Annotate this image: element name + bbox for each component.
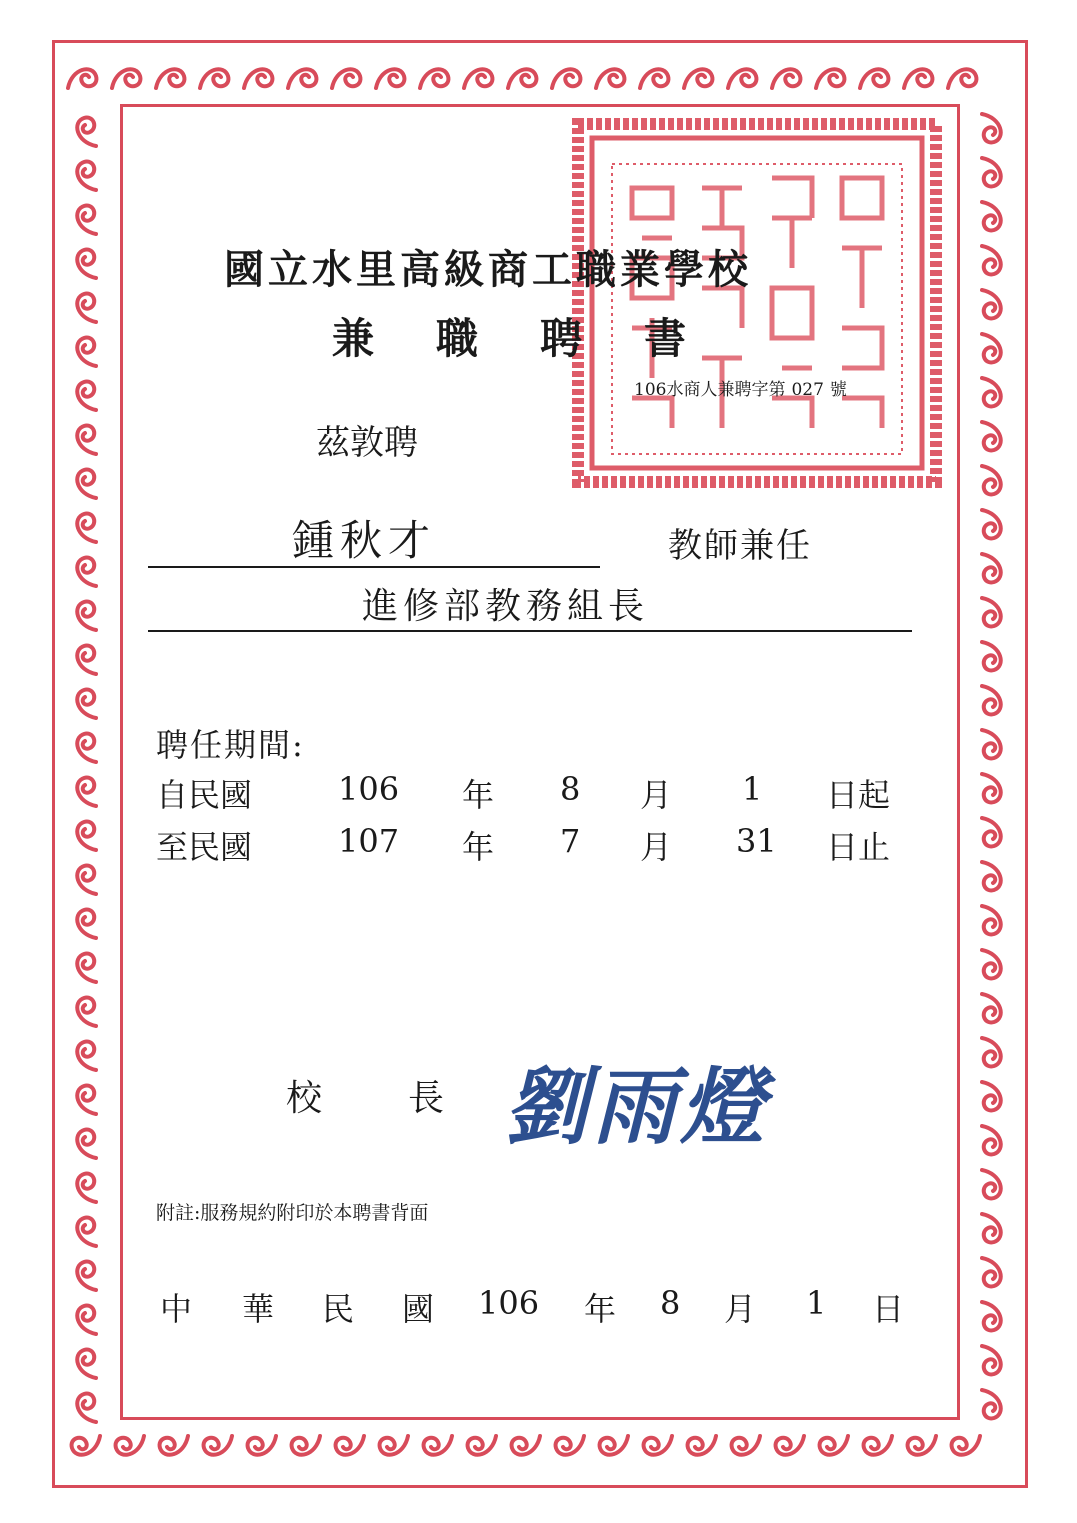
issue-year-unit: 年 (584, 1290, 617, 1328)
border-curl-ornament (684, 69, 712, 88)
position-title: 進修部教務組長 (362, 586, 650, 627)
border-curl-ornament (982, 334, 1001, 362)
border-curl-ornament (424, 1436, 452, 1455)
document-number (634, 375, 853, 400)
border-curl-ornament (77, 954, 96, 982)
position-underline (148, 630, 912, 632)
border-curl-ornament (982, 598, 1001, 626)
principal-char: 長 (408, 1078, 445, 1119)
start-month-unit: 月 (640, 776, 673, 814)
border-curl-ornament (982, 950, 1001, 978)
end-month-unit: 月 (640, 828, 673, 866)
border-curl-ornament (982, 1302, 1001, 1330)
border-curl-ornament (982, 1346, 1001, 1374)
signature-text: 劉雨燈 (504, 1057, 769, 1156)
end-month: 7 (560, 822, 581, 860)
doc-number-suffix: 號 (829, 380, 847, 400)
border-curl-ornament (77, 294, 96, 322)
border-curl-ornament (728, 69, 756, 88)
border-curl-ornament (644, 1436, 672, 1455)
end-year-unit: 年 (462, 828, 495, 866)
border-curl-ornament (556, 1436, 584, 1455)
border-curl-ornament (982, 1390, 1001, 1418)
border-curl-ornament (952, 1436, 980, 1455)
period-label: 聘任期間: (156, 726, 305, 764)
border-curl-ornament (982, 686, 1001, 714)
border-curl-ornament (776, 1436, 804, 1455)
border-curl-ornament (982, 774, 1001, 802)
issue-month-unit: 月 (724, 1290, 757, 1328)
border-curl-ornament (982, 422, 1001, 450)
border-curl-ornament (77, 1218, 96, 1246)
border-curl-ornament (160, 1436, 188, 1455)
border-curl-ornament (508, 69, 536, 88)
era-char: 中 (160, 1290, 193, 1328)
border-curl-ornament (77, 162, 96, 190)
border-curl-ornament (77, 470, 96, 498)
title-char: 兼 (332, 314, 375, 363)
border-curl-ornament (77, 1174, 96, 1202)
border-curl-ornament (982, 994, 1001, 1022)
border-curl-ornament (244, 69, 272, 88)
border-curl-ornament (77, 1350, 96, 1378)
era-char: 民 (322, 1290, 355, 1328)
title-char: 書 (644, 314, 687, 363)
border-curl-ornament (948, 69, 976, 88)
border-curl-ornament (77, 514, 96, 542)
border-curl-ornament (468, 1436, 496, 1455)
border-curl-ornament (77, 1130, 96, 1158)
issue-day-unit: 日 (872, 1290, 905, 1328)
appointee-name: 鍾秋才 (292, 516, 437, 565)
hereby-appoint-text: 茲敦聘 (316, 423, 418, 463)
border-curl-ornament (156, 69, 184, 88)
border-curl-ornament (982, 202, 1001, 230)
border-curl-ornament (982, 730, 1001, 758)
border-curl-ornament (982, 818, 1001, 846)
border-curl-ornament (77, 646, 96, 674)
border-curl-ornament (248, 1436, 276, 1455)
border-curl-ornament (332, 69, 360, 88)
border-curl-ornament (77, 998, 96, 1026)
border-curl-ornament (68, 69, 96, 88)
issue-year: 106 (478, 1284, 540, 1322)
border-curl-ornament (982, 466, 1001, 494)
border-curl-ornament (77, 1086, 96, 1114)
border-curl-ornament (72, 1436, 100, 1455)
issue-month: 8 (660, 1284, 681, 1322)
border-curl-ornament (77, 910, 96, 938)
border-curl-ornament (820, 1436, 848, 1455)
era-char: 國 (402, 1290, 435, 1328)
border-curl-ornament (688, 1436, 716, 1455)
border-curl-ornament (77, 866, 96, 894)
footnote: 附註:服務規約附印於本聘書背面 (156, 1202, 429, 1224)
issue-date (160, 1284, 920, 1328)
end-prefix: 至民國 (156, 828, 253, 866)
end-suffix: 日止 (826, 828, 891, 866)
border-curl-ornament (982, 114, 1001, 142)
border-curl-ornament (982, 642, 1001, 670)
border-curl-ornament (77, 1262, 96, 1290)
border-curl-ornament (982, 1082, 1001, 1110)
appointee-underline (148, 566, 600, 568)
title-char: 職 (436, 314, 479, 363)
title-char: 聘 (540, 314, 583, 363)
border-curl-ornament (77, 602, 96, 630)
border-curl-ornament (116, 1436, 144, 1455)
border-curl-ornament (77, 338, 96, 366)
border-curl-ornament (77, 778, 96, 806)
border-curl-ornament (864, 1436, 892, 1455)
border-curl-ornament (77, 382, 96, 410)
period-end-row (156, 822, 916, 866)
official-seal-stamp (572, 118, 942, 488)
border-curl-ornament (816, 69, 844, 88)
border-curl-ornament (77, 734, 96, 762)
school-name: 國立水里高級商工職業學校 (224, 246, 752, 293)
border-curl-ornament (77, 250, 96, 278)
border-curl-ornament (860, 69, 888, 88)
border-curl-ornament (288, 69, 316, 88)
border-curl-ornament (77, 1394, 96, 1422)
period-start-row (156, 770, 916, 814)
doc-number-prefix: 106水商人兼聘字第 (634, 380, 786, 400)
border-curl-ornament (77, 206, 96, 234)
border-curl-ornament (77, 690, 96, 718)
border-curl-ornament (204, 1436, 232, 1455)
border-curl-ornament (464, 69, 492, 88)
border-curl-ornament (904, 69, 932, 88)
end-day: 31 (736, 822, 777, 860)
border-curl-ornament (77, 822, 96, 850)
document-title (332, 306, 686, 366)
border-curl-ornament (982, 1214, 1001, 1242)
role-prefix: 教師兼任 (668, 526, 812, 566)
border-curl-ornament (77, 118, 96, 146)
border-curl-ornament (77, 426, 96, 454)
border-curl-ornament (640, 69, 668, 88)
border-curl-ornament (982, 1038, 1001, 1066)
border-curl-ornament (982, 290, 1001, 318)
issue-day: 1 (806, 1284, 827, 1322)
border-curl-ornament (336, 1436, 364, 1455)
principal-char: 校 (286, 1078, 323, 1119)
start-suffix: 日起 (826, 776, 891, 814)
border-curl-ornament (600, 1436, 628, 1455)
border-curl-ornament (596, 69, 624, 88)
border-curl-ornament (552, 69, 580, 88)
border-curl-ornament (982, 378, 1001, 406)
start-prefix: 自民國 (156, 776, 253, 814)
border-curl-ornament (292, 1436, 320, 1455)
border-curl-ornament (512, 1436, 540, 1455)
border-curl-ornament (982, 906, 1001, 934)
border-curl-ornament (982, 246, 1001, 274)
start-year: 106 (338, 770, 400, 808)
start-day: 1 (742, 770, 763, 808)
border-curl-ornament (908, 1436, 936, 1455)
border-curl-ornament (380, 1436, 408, 1455)
border-curl-ornament (77, 1306, 96, 1334)
border-curl-ornament (982, 1170, 1001, 1198)
border-curl-ornament (77, 1042, 96, 1070)
border-curl-ornament (112, 69, 140, 88)
doc-number-value: 027 (791, 380, 824, 400)
start-year-unit: 年 (462, 776, 495, 814)
border-curl-ornament (982, 554, 1001, 582)
border-curl-ornament (420, 69, 448, 88)
border-curl-ornament (982, 1258, 1001, 1286)
border-curl-ornament (982, 158, 1001, 186)
border-curl-ornament (982, 510, 1001, 538)
border-curl-ornament (77, 558, 96, 586)
border-curl-ornament (200, 69, 228, 88)
border-curl-ornament (376, 69, 404, 88)
border-curl-ornament (772, 69, 800, 88)
era-char: 華 (242, 1290, 275, 1328)
principal-label (286, 1070, 444, 1121)
end-year: 107 (338, 822, 400, 860)
principal-signature (500, 1048, 820, 1158)
border-curl-ornament (982, 1126, 1001, 1154)
border-curl-ornament (982, 862, 1001, 890)
border-curl-ornament (732, 1436, 760, 1455)
start-month: 8 (560, 770, 581, 808)
